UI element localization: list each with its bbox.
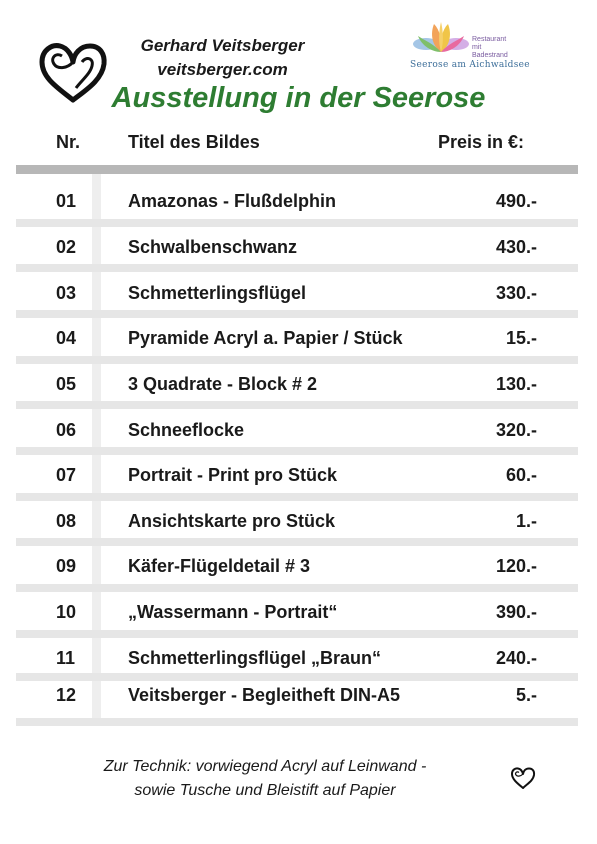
technique-note bbox=[80, 755, 450, 803]
row-price: 1.- bbox=[515, 511, 537, 531]
row-number: 11 bbox=[56, 648, 76, 668]
price-row bbox=[0, 232, 597, 262]
page-title: Ausstellung in der Seerose bbox=[111, 82, 486, 114]
row-number: 03 bbox=[56, 283, 77, 303]
row-title: Pyramide Acryl a. Papier / Stück bbox=[128, 328, 403, 348]
row-price: 320.- bbox=[495, 420, 537, 440]
row-number: 08 bbox=[56, 511, 77, 531]
price-row bbox=[0, 680, 597, 710]
row-title: „Wassermann - Portrait“ bbox=[128, 602, 338, 622]
row-price: 120.- bbox=[495, 556, 537, 576]
row-price: 330.- bbox=[495, 283, 537, 303]
row-title: Schneeflocke bbox=[128, 420, 245, 440]
heart-swirl-small-icon bbox=[510, 766, 536, 790]
row-number: 01 bbox=[56, 191, 77, 211]
restaurant-logo bbox=[406, 20, 530, 82]
header-price: Preis in €: bbox=[438, 132, 525, 152]
header-nr: Nr. bbox=[56, 132, 81, 152]
row-separator bbox=[16, 447, 578, 455]
header-separator bbox=[16, 165, 578, 174]
row-price: 430.- bbox=[495, 237, 537, 257]
row-price: 490.- bbox=[495, 191, 537, 211]
row-price: 130.- bbox=[495, 374, 537, 394]
author-name: Gerhard Veitsberger bbox=[140, 36, 305, 55]
row-title: 3 Quadrate - Block # 2 bbox=[128, 374, 318, 394]
row-title: Schwalbenschwanz bbox=[128, 237, 298, 257]
row-number: 10 bbox=[56, 602, 77, 622]
row-separator bbox=[16, 310, 578, 318]
author-block bbox=[120, 34, 325, 82]
row-number: 12 bbox=[56, 685, 77, 705]
author-website: veitsberger.com bbox=[157, 60, 288, 79]
row-separator bbox=[16, 264, 578, 272]
price-row bbox=[0, 278, 597, 308]
row-title: Amazonas - Flußdelphin bbox=[128, 191, 337, 211]
row-price: 390.- bbox=[495, 602, 537, 622]
row-number: 02 bbox=[56, 237, 77, 257]
row-title: Käfer-Flügeldetail # 3 bbox=[128, 556, 311, 576]
row-number: 05 bbox=[56, 374, 77, 394]
technique-line1: Zur Technik: vorwiegend Acryl auf Leinwand - bbox=[103, 758, 427, 775]
row-number: 09 bbox=[56, 556, 77, 576]
row-number: 06 bbox=[56, 420, 77, 440]
price-row bbox=[0, 323, 597, 353]
row-title: Portrait - Print pro Stück bbox=[128, 465, 338, 485]
price-row bbox=[0, 551, 597, 581]
row-price: 60.- bbox=[505, 465, 537, 485]
price-row bbox=[0, 643, 597, 673]
price-row bbox=[0, 506, 597, 536]
price-row bbox=[0, 460, 597, 490]
row-separator bbox=[16, 630, 578, 638]
row-title: Schmetterlingsflügel „Braun“ bbox=[128, 648, 382, 668]
row-title: Ansichtskarte pro Stück bbox=[128, 511, 336, 531]
restaurant-tagline bbox=[472, 36, 516, 60]
technique-line2: sowie Tusche und Bleistift auf Papier bbox=[134, 782, 396, 799]
header-title: Titel des Bildes bbox=[128, 132, 260, 152]
row-separator bbox=[16, 718, 578, 726]
price-row bbox=[0, 415, 597, 445]
row-separator bbox=[16, 401, 578, 409]
row-title: Veitsberger - Begleitheft DIN-A5 bbox=[128, 685, 401, 705]
row-title: Schmetterlingsflügel bbox=[128, 283, 307, 303]
row-separator bbox=[16, 219, 578, 227]
row-number: 07 bbox=[56, 465, 77, 485]
row-price: 5.- bbox=[515, 685, 537, 705]
row-separator bbox=[16, 493, 578, 501]
price-row bbox=[0, 186, 597, 216]
row-separator bbox=[16, 356, 578, 364]
row-separator bbox=[16, 584, 578, 592]
row-number: 04 bbox=[56, 328, 77, 348]
price-row bbox=[0, 597, 597, 627]
row-price: 240.- bbox=[495, 648, 537, 668]
restaurant-tag-line1: Restaurant bbox=[472, 36, 507, 43]
row-separator bbox=[16, 538, 578, 546]
restaurant-name: Seerose am Aichwaldsee bbox=[410, 60, 530, 70]
restaurant-tag-line2: mit Badestrand bbox=[472, 44, 508, 59]
lotus-logo-icon bbox=[412, 20, 470, 56]
price-row bbox=[0, 369, 597, 399]
row-price: 15.- bbox=[505, 328, 537, 348]
